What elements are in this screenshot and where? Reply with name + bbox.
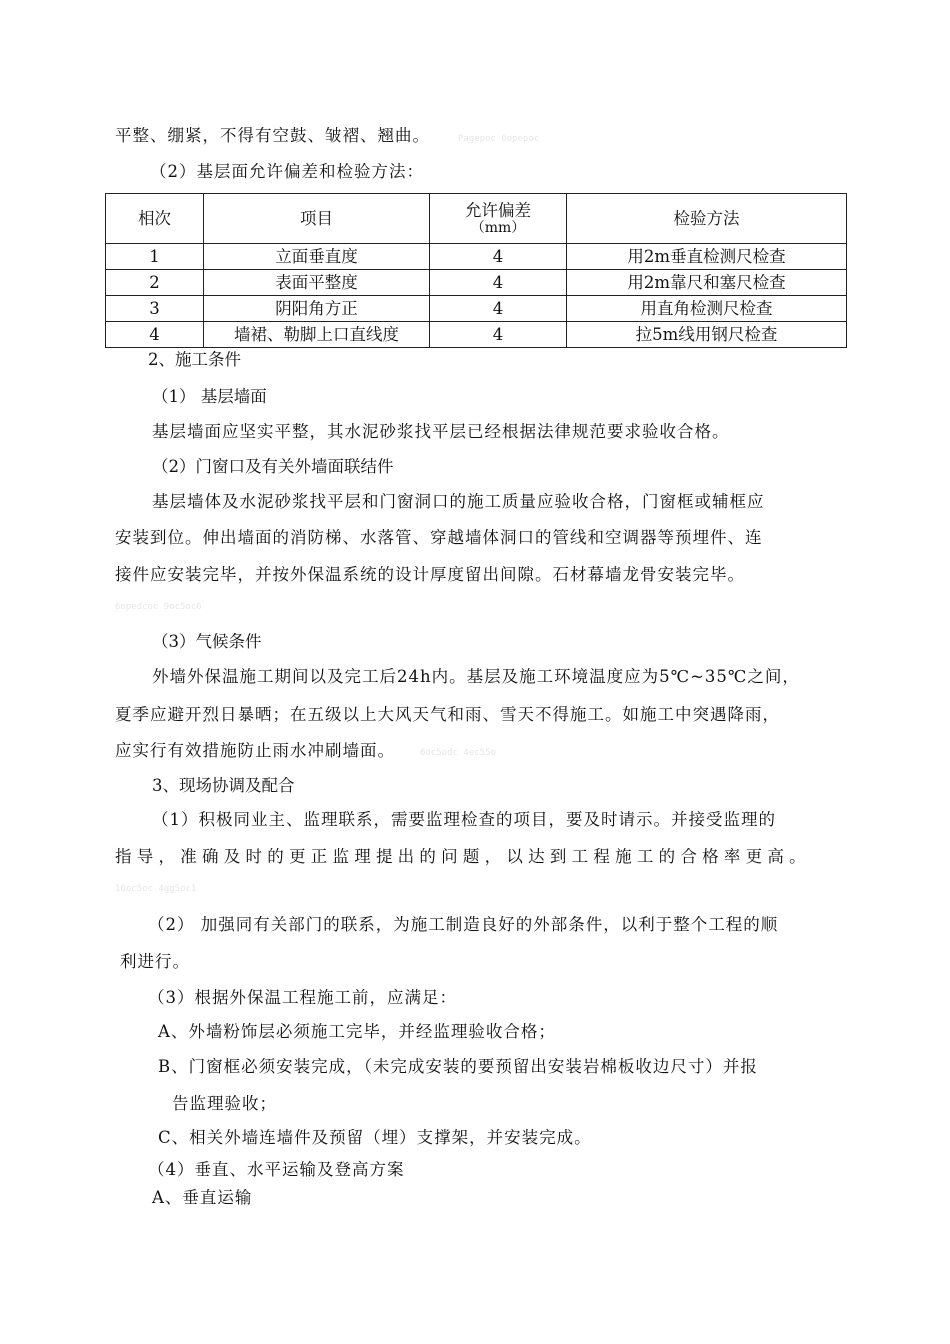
cell-no: 3	[106, 296, 204, 322]
paragraph-base-wall: 基层墙面应坚实平整，其水泥砂浆找平层已经根据法律规范要求验收合格。	[152, 422, 730, 441]
watermark-text: Pagepoc 6opepoc	[458, 134, 540, 144]
header-method: 检验方法	[567, 194, 847, 244]
cell-method: 用2m垂直检测尺检查	[567, 244, 847, 270]
watermark-text: 6opedcoc 9oc5oc6	[115, 602, 202, 612]
paragraph-openings-line1: 基层墙体及水泥砂浆找平层和门窗洞口的施工质量应验收合格，门窗框或辅框应	[152, 492, 765, 511]
table-row	[106, 270, 847, 296]
list-item-b-line2: 告监理验收；	[172, 1094, 277, 1113]
section-heading-construction-conditions: 2、施工条件	[148, 350, 241, 369]
header-tolerance-label: 允许偏差	[465, 200, 531, 220]
paragraph-climate-line2: 夏季应避开烈日暴晒；在五级以上大风天气和雨、雪天不得施工。如施工中突遇降雨，	[115, 705, 780, 724]
subheading-climate: （3）气候条件	[152, 632, 262, 651]
cell-tolerance: 4	[430, 322, 567, 348]
paragraph-coordination2-line2: 利进行。	[120, 952, 190, 971]
paragraph-coordination1-line1: （1）积极同业主、监理联系，需要监理检查的项目，要及时请示。并接受监理的	[152, 810, 776, 829]
subheading-tolerance: （2）基层面允许偏差和检验方法：	[150, 162, 424, 181]
cell-method: 拉5m线用钢尺检查	[567, 322, 847, 348]
cell-tolerance: 4	[430, 244, 567, 270]
subheading-openings: （2）门窗口及有关外墙面联结件	[152, 457, 394, 476]
cell-tolerance: 4	[430, 296, 567, 322]
table-row	[106, 322, 847, 348]
cell-tolerance: 4	[430, 270, 567, 296]
watermark-text: 16oc5oc 4gg5oc1	[115, 884, 197, 894]
header-tolerance	[430, 194, 567, 244]
subheading-transport: （4）垂直、水平运输及登高方案	[148, 1160, 405, 1179]
subheading-prerequisites: （3）根据外保温工程施工前，应满足：	[148, 988, 457, 1007]
section-heading-coordination: 3、现场协调及配合	[152, 776, 295, 795]
header-item: 项目	[204, 194, 430, 244]
list-item-c: C、相关外墙连墙件及预留（埋）支撑架，并安装完成。	[158, 1128, 592, 1147]
header-seq: 相次	[106, 194, 204, 244]
cell-method: 用2m靠尺和塞尺检查	[567, 270, 847, 296]
table-row	[106, 244, 847, 270]
cell-item: 表面平整度	[204, 270, 430, 296]
watermark-text: 6oc5odc 4ec55o	[420, 748, 496, 758]
paragraph-openings-line2: 安装到位。伸出墙面的消防梯、水落管、穿越墙体洞口的管线和空调器等预埋件、连	[115, 528, 763, 547]
table-header-row	[106, 194, 847, 244]
paragraph-openings-line3: 接件应安装完毕，并按外保温系统的设计厚度留出间隙。石材幕墙龙骨安装完毕。	[115, 565, 745, 584]
paragraph-climate-line3: 应实行有效措施防止雨水冲刷墙面。	[115, 741, 395, 760]
list-item-b-line1: B、门窗框必须安装完成，（未完成安装的要预留出安装岩棉板收边尺寸）并报	[158, 1057, 758, 1076]
cell-method: 用直角检测尺检查	[567, 296, 847, 322]
paragraph-climate-line1: 外墙外保温施工期间以及完工后24h内。基层及施工环境温度应为5℃~35℃之间，	[152, 667, 800, 686]
cell-item: 阴阳角方正	[204, 296, 430, 322]
table-row	[106, 296, 847, 322]
list-item-a: A、外墙粉饰层必须施工完毕，并经监理验收合格；	[158, 1022, 556, 1041]
tolerance-table	[105, 193, 847, 348]
header-tolerance-unit: （mm）	[470, 219, 526, 236]
cell-no: 4	[106, 322, 204, 348]
paragraph-coordination2-line1: （2） 加强同有关部门的联系，为施工制造良好的外部条件，以利于整个工程的顺	[148, 915, 779, 934]
subheading-base-wall: （1） 基层墙面	[152, 387, 267, 406]
cell-no: 2	[106, 270, 204, 296]
cell-item: 立面垂直度	[204, 244, 430, 270]
cell-no: 1	[106, 244, 204, 270]
paragraph-coordination1-line2: 指 导 ， 准 确 及 时 的 更 正 监 理 提 出 的 问 题 ， 以 达 到 工 程 施 工 的 合 格 率 更 高 。	[115, 847, 806, 866]
subheading-vertical-transport: A、垂直运输	[152, 1188, 253, 1207]
cell-item: 墙裙、勒脚上口直线度	[204, 322, 430, 348]
paragraph-continuation: 平整、绷紧，不得有空鼓、皱褶、翘曲。	[115, 126, 430, 145]
